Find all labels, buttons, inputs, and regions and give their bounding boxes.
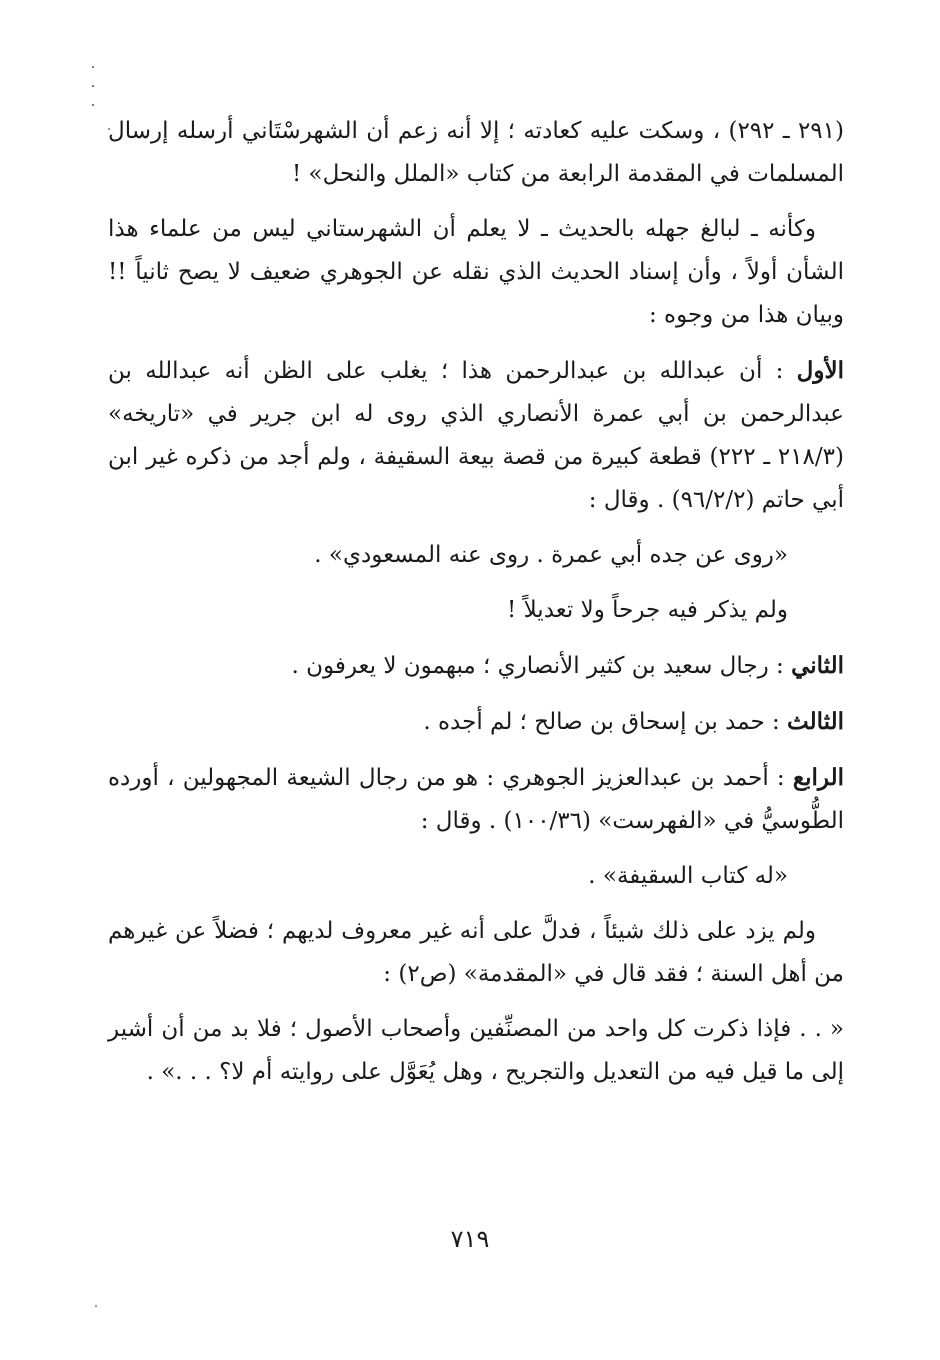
paragraph-first-point xyxy=(108,349,844,522)
paragraph-second-point xyxy=(108,644,844,688)
paragraph-note xyxy=(108,589,844,632)
dot xyxy=(92,104,94,106)
quote-3 xyxy=(108,1008,844,1094)
body-text xyxy=(108,110,844,1106)
dot xyxy=(92,85,94,87)
quote-1 xyxy=(108,534,844,577)
quote-text: « . . فإذا ذكرت كل واحد من المصنِّفين وأصحاب الأصول ؛ فلا بد من أن أشير إلى ما قيل فيه من التعديل والتجريح ، وهل يُعَوَّل على روايته أم لا؟ . . .» . xyxy=(108,1016,844,1085)
dot xyxy=(92,66,94,68)
scan-speck xyxy=(95,1305,97,1307)
paragraph-third-point xyxy=(108,700,844,744)
quote-2 xyxy=(108,855,844,898)
paragraph-1 xyxy=(108,110,844,196)
paragraph-text: : حمد بن إسحاق بن صالح ؛ لم أجده . xyxy=(423,709,788,735)
point-label: الثاني xyxy=(791,652,844,679)
point-label: الرابع xyxy=(792,764,844,791)
paragraph-fourth-point xyxy=(108,756,844,843)
quote-text: «روى عن جده أبي عمرة . روى عنه المسعودي» . xyxy=(314,542,788,568)
paragraph-2 xyxy=(108,208,844,337)
paragraph-text: (٢٩١ ـ ٢٩٢) ، وسكت عليه كعادته ؛ إلا أنه زعم أن الشهرسْتَاني أرسله إرسال المسلمات في المقدمة الرابعة من كتاب «الملل والنحل» ! xyxy=(108,118,844,187)
page-number: ٧١٩ xyxy=(450,1225,490,1253)
paragraph-text: ولم يذكر فيه جرحاً ولا تعديلاً ! xyxy=(507,597,788,623)
paragraph-text: وكأنه ـ لبالغ جهله بالحديث ـ لا يعلم أن الشهرستاني ليس من علماء هذا الشأن أولاً ، وأن إسناد الحديث الذي نقله عن الجوهري ضعيف لا يصح ثانياً !! وبيان هذا من وجوه : xyxy=(108,216,844,328)
paragraph-text: : أن عبدالله بن عبدالرحمن هذا ؛ يغلب على الظن أنه عبدالله بن عبدالرحمن بن أبي عمرة الأنصاري الذي روى له ابن جرير في «تاريخه» (٢١٨/٣ ـ ٢٢٢) قطعة كبيرة من قصة بيعة السقيفة ، ولم أجد من ذكره غير ابن أبي حاتم (٩٦/٢/٢) . وقال : xyxy=(108,358,844,513)
point-label: الأول xyxy=(796,357,844,384)
margin-dots xyxy=(90,66,94,106)
paragraph-text: : أحمد بن عبدالعزيز الجوهري : هو من رجال الشيعة المجهولين ، أورده الطُّوسيُّ في «الفهرست» (١٠٠/٣٦) . وقال : xyxy=(108,765,844,834)
paragraph-text: : رجال سعيد بن كثير الأنصاري ؛ مبهمون لا يعرفون . xyxy=(291,653,792,679)
quote-text: «له كتاب السقيفة» . xyxy=(588,863,788,889)
point-label: الثالث xyxy=(787,708,844,735)
paragraph-3 xyxy=(108,910,844,996)
paragraph-text: ولم يزد على ذلك شيئاً ، فدلَّ على أنه غير معروف لديهم ؛ فضلاً عن غيرهم من أهل السنة ؛ فقد قال في «المقدمة» (ص٢) : xyxy=(108,918,844,987)
